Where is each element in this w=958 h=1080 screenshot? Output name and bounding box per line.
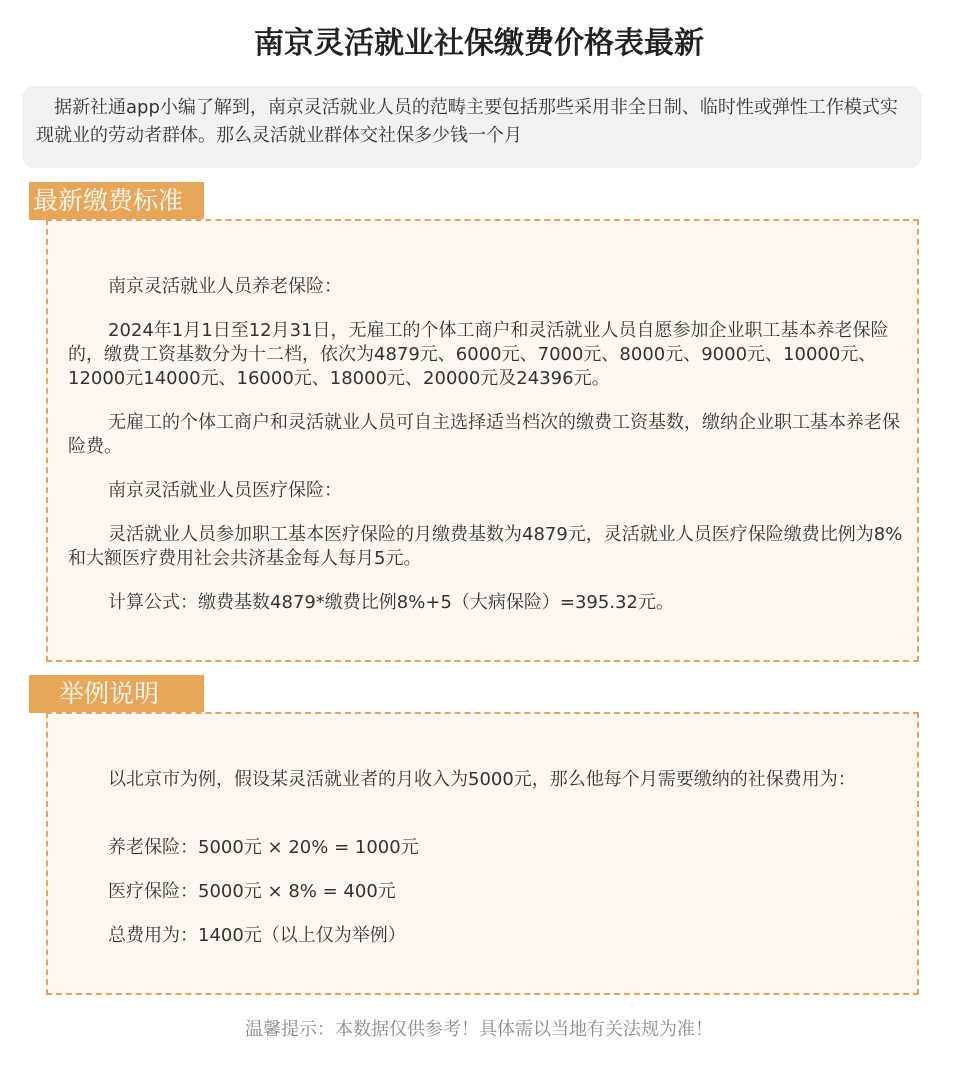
example-medical-line: 医疗保险：5000元 × 8% = 400元: [108, 881, 396, 902]
medical-base-paragraph: 灵活就业人员参加职工基本医疗保险的月缴费基数为4879元，灵活就业人员医疗保险缴费比例为8%和大额医疗费用社会共济基金每人每月5元。: [68, 524, 903, 569]
medical-heading: 南京灵活就业人员医疗保险：: [108, 480, 342, 501]
pension-heading: 南京灵活就业人员养老保险：: [108, 276, 342, 297]
formula-paragraph: 计算公式：缴费基数4879*缴费比例8%+5（大病保险）=395.32元。: [108, 592, 674, 613]
example-box: [46, 712, 919, 995]
pension-base-paragraph: 2024年1月1日至12月31日，无雇工的个体工商户和灵活就业人员自愿参加企业职工基本养老保险的，缴费工资基数分为十二档，依次为4879元、6000元、7000元、8000元、9000元、10000元、12000元14000元、16000元、18000元、20000元及24396元。: [68, 320, 889, 389]
example-total-line: 总费用为：1400元（以上仅为举例）: [108, 925, 406, 946]
section-label-example: 举例说明: [29, 675, 204, 713]
example-intro-paragraph: 以北京市为例，假设某灵活就业者的月收入为5000元，那么他每个月需要缴纳的社保费用为：: [108, 769, 856, 790]
section-label-payment-standard: 最新缴费标准: [29, 182, 204, 220]
example-pension-line: 养老保险：5000元 × 20% = 1000元: [108, 837, 419, 858]
footer-note: 温馨提示：本数据仅供参考！具体需以当地有关法规为准！: [245, 1019, 713, 1040]
intro-text: 据新社通app小编了解到，南京灵活就业人员的范畴主要包括那些采用非全日制、临时性或弹性工作模式实现就业的劳动者群体。那么灵活就业群体交社保多少钱一个月: [22, 86, 922, 168]
pension-choice-paragraph: 无雇工的个体工商户和灵活就业人员可自主选择适当档次的缴费工资基数，缴纳企业职工基本养老保险费。: [68, 412, 900, 457]
page-title: 南京灵活就业社保缴费价格表最新: [254, 26, 704, 61]
payment-standard-box: [46, 219, 919, 662]
